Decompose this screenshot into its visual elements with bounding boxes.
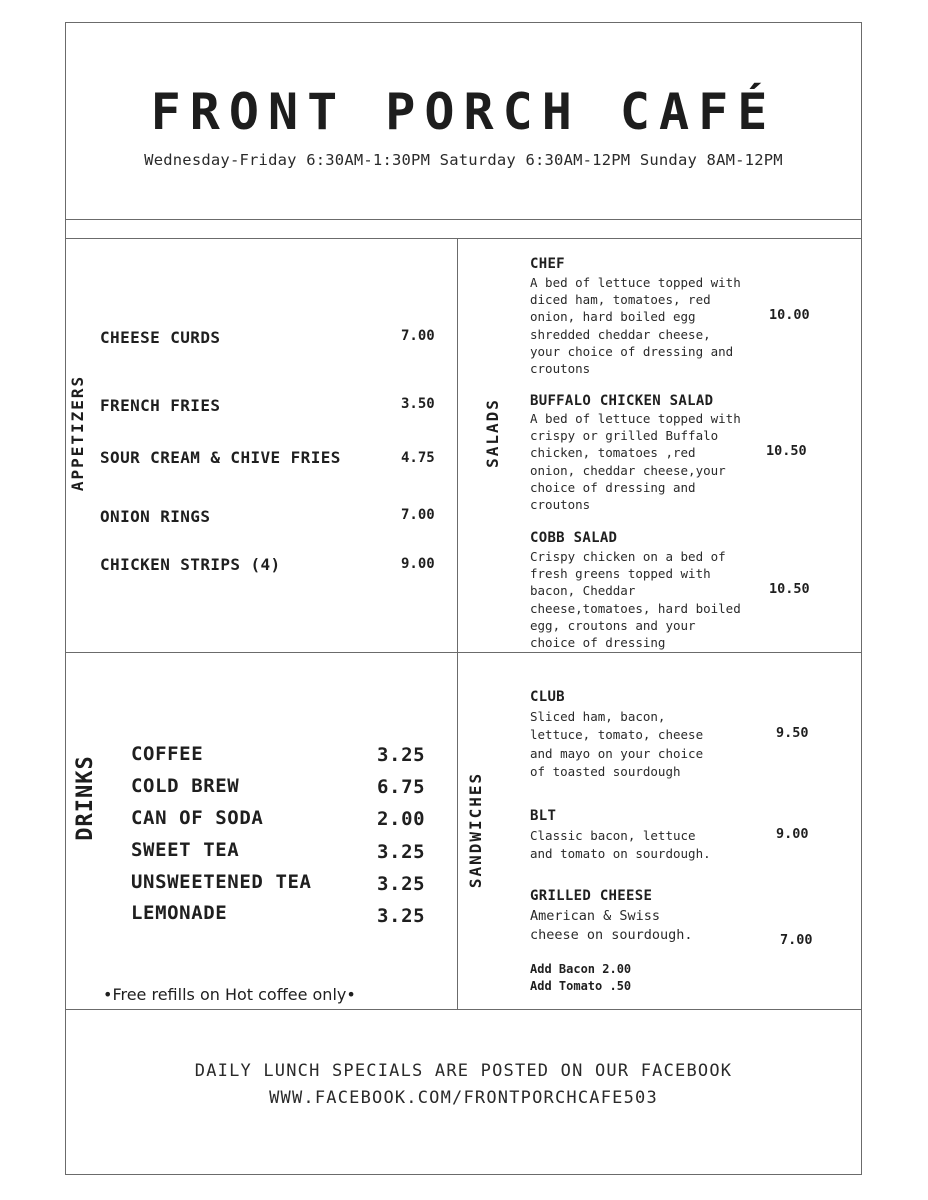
cafe-title: FRONT PORCH CAFÉ <box>150 83 777 141</box>
drink-name: SWEET TEA <box>131 839 240 861</box>
salad-description: Crispy chicken on a bed of fresh greens topped with bacon, Cheddar cheese,tomatoes, hard boiled egg, croutons and your choice of dressing <box>530 549 741 651</box>
drink-price: 3.25 <box>377 841 426 863</box>
drink-price: 6.75 <box>377 776 426 798</box>
salad-price: 10.50 <box>769 581 810 597</box>
facebook-url[interactable]: WWW.FACEBOOK.COM/FRONTPORCHCAFE503 <box>269 1088 658 1108</box>
divider <box>65 219 862 220</box>
appetizer-name: ONION RINGS <box>100 507 211 526</box>
drink-name: CAN OF SODA <box>131 807 264 829</box>
appetizer-price: 3.50 <box>401 396 435 412</box>
divider <box>65 652 862 653</box>
salad-name: COBB SALAD <box>530 530 618 546</box>
drink-price: 2.00 <box>377 808 426 830</box>
sandwich-name: BLT <box>530 808 557 824</box>
sandwich-description: American & Swiss cheese on sourdough. <box>530 908 693 943</box>
appetizer-name: FRENCH FRIES <box>100 396 221 415</box>
sandwich-name: GRILLED CHEESE <box>530 888 653 904</box>
drink-name: UNSWEETENED TEA <box>131 871 312 893</box>
appetizer-name: CHEESE CURDS <box>100 328 221 347</box>
opening-hours: Wednesday-Friday 6:30AM-1:30PM Saturday 6:30AM-12PM Sunday 8AM-12PM <box>144 151 783 169</box>
salad-description: A bed of lettuce topped with crispy or grilled Buffalo chicken, tomatoes ,red onion, cheddar cheese,your choice of dressing and croutons <box>530 411 741 513</box>
drink-price: 3.25 <box>377 744 426 766</box>
appetizer-name: SOUR CREAM & CHIVE FRIES <box>100 448 341 467</box>
salad-name: CHEF <box>530 256 565 272</box>
drinks-heading: DRINKS <box>73 755 98 841</box>
appetizer-price: 7.00 <box>401 328 435 344</box>
addon-tomato: Add Tomato .50 <box>530 979 632 993</box>
addon-bacon: Add Bacon 2.00 <box>530 962 632 976</box>
appetizer-name: CHICKEN STRIPS (4) <box>100 555 281 574</box>
salad-description: A bed of lettuce topped with diced ham, tomatoes, red onion, hard boiled egg shredded cheddar cheese, your choice of dressing and croutons <box>530 275 741 377</box>
refill-note: •Free refills on Hot coffee only• <box>103 985 356 1004</box>
appetizer-price: 7.00 <box>401 507 435 523</box>
drink-name: LEMONADE <box>131 902 228 924</box>
facebook-notice: DAILY LUNCH SPECIALS ARE POSTED ON OUR FACEBOOK <box>194 1061 733 1081</box>
drink-price: 3.25 <box>377 905 426 927</box>
salad-name: BUFFALO CHICKEN SALAD <box>530 393 714 409</box>
salads-heading: SALADS <box>483 398 502 468</box>
drink-name: COFFEE <box>131 743 204 765</box>
sandwich-price: 7.00 <box>780 932 813 948</box>
divider <box>65 238 862 239</box>
appetizer-price: 9.00 <box>401 556 435 572</box>
column-divider <box>457 238 458 1009</box>
appetizer-price: 4.75 <box>401 450 435 466</box>
sandwich-name: CLUB <box>530 689 565 705</box>
salad-price: 10.50 <box>766 443 807 459</box>
sandwich-price: 9.50 <box>776 725 809 741</box>
divider <box>65 1009 862 1010</box>
appetizers-heading: APPETIZERS <box>68 374 87 492</box>
drink-price: 3.25 <box>377 873 426 895</box>
sandwich-price: 9.00 <box>776 826 809 842</box>
salad-price: 10.00 <box>769 307 810 323</box>
sandwiches-heading: SANDWICHES <box>466 771 485 889</box>
sandwich-description: Classic bacon, lettuce and tomato on sourdough. <box>530 828 711 862</box>
drink-name: COLD BREW <box>131 775 240 797</box>
sandwich-description: Sliced ham, bacon, lettuce, tomato, cheese and mayo on your choice of toasted sourdough <box>530 709 704 779</box>
